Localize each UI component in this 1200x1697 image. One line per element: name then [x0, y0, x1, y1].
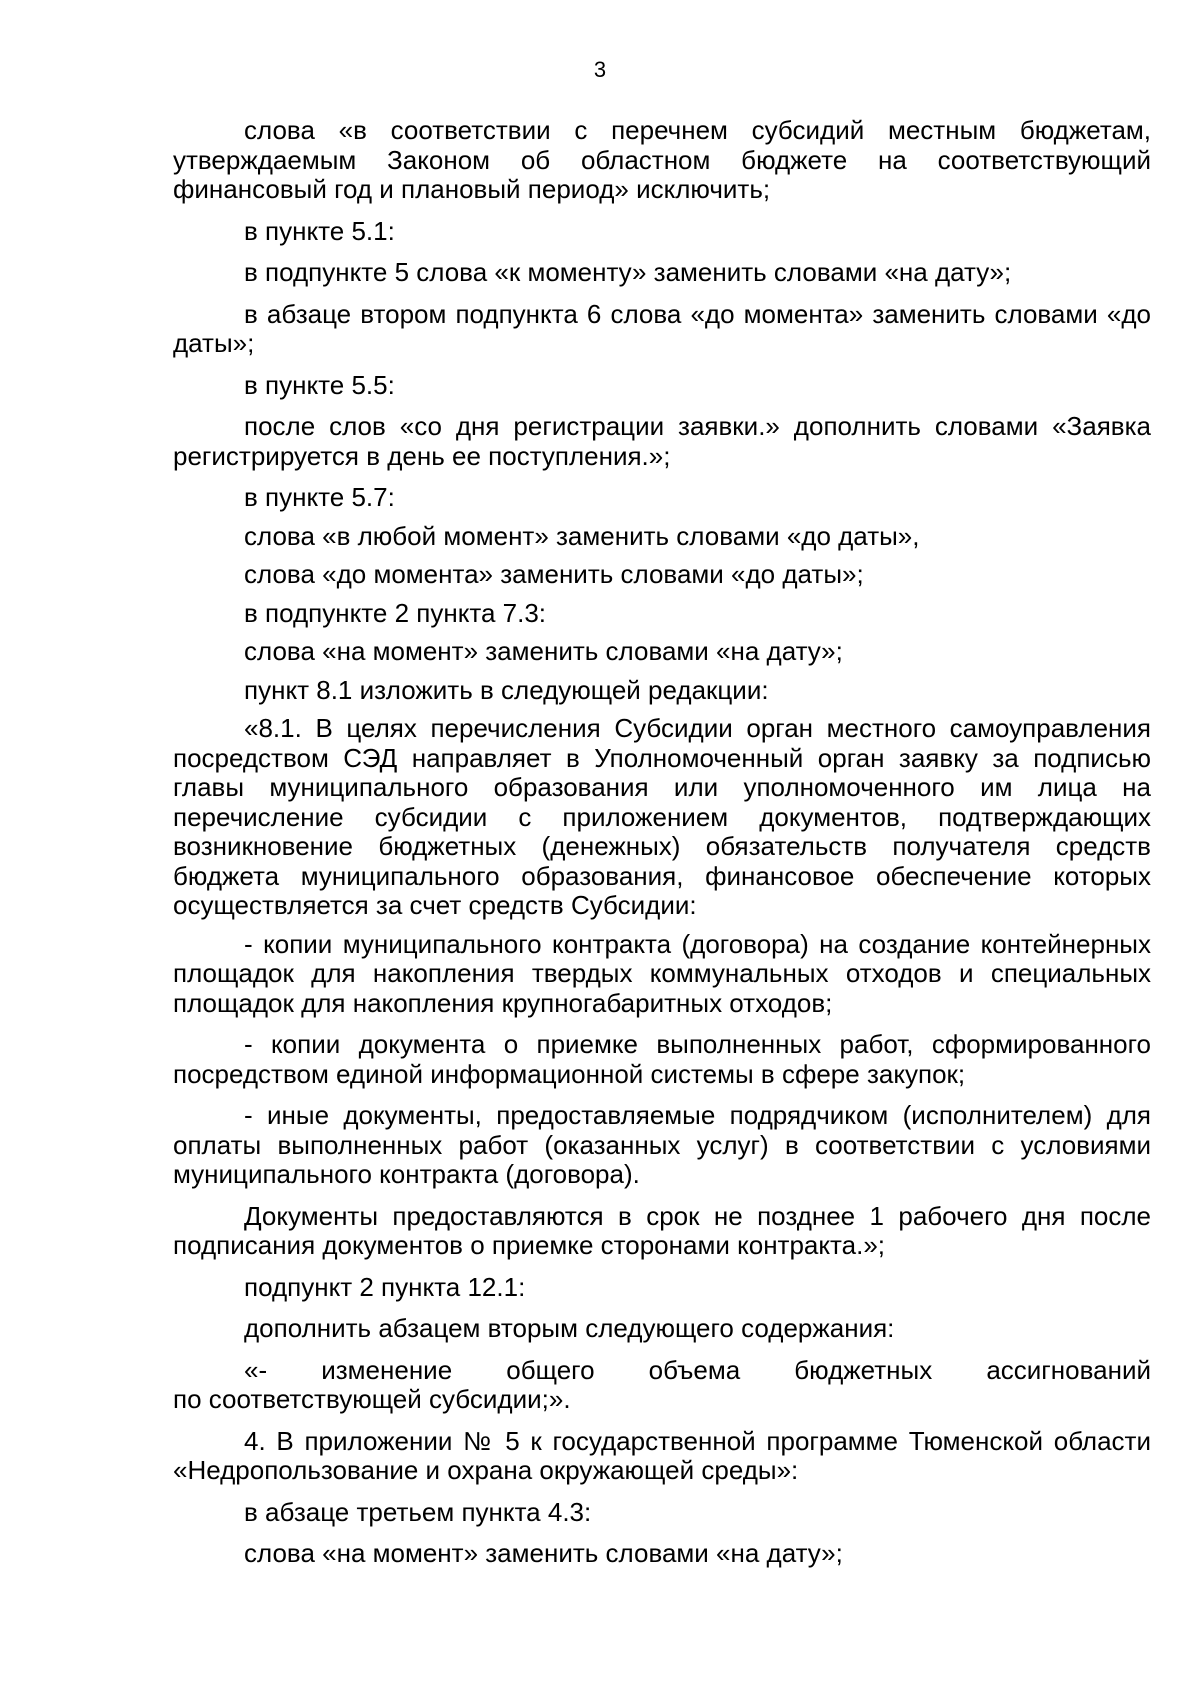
paragraph: в абзаце третьем пункта 4.3: [244, 1496, 592, 1527]
paragraph: слова «на момент» заменить словами «на дату»; [244, 1538, 843, 1568]
paragraph: в подпункте 5 слова «к моменту» заменить словами «на дату»; [244, 257, 1012, 287]
paragraph: - иные документы, предоставляемые подрядчиком (исполнителем) для оплаты выполненных работ (оказанных услуг) в соответствии с условиями муниципального контракта (договора). [173, 1100, 1151, 1189]
paragraph: Документы предоставляются в срок не позднее 1 рабочего дня после подписания документов о приемке сторонами контракта.»; [173, 1200, 1151, 1260]
paragraph: слова «в любой момент» заменить словами «до даты», [244, 520, 920, 551]
document-body [173, 116, 1151, 1569]
paragraph: подпункт 2 пункта 12.1: [244, 1271, 526, 1302]
paragraph: - копии муниципального контракта (договора) на создание контейнерных площадок для накопления твердых коммунальных отходов и специальных площадок для накопления крупногабаритных отходов; [173, 928, 1151, 1018]
paragraph: в пункте 5.7: [244, 482, 395, 512]
paragraph: слова «до момента» заменить словами «до даты»; [244, 559, 864, 589]
paragraph: в пункте 5.1: [244, 215, 395, 246]
paragraph: в пункте 5.5: [244, 369, 395, 400]
paragraph: в абзаце втором подпункта 6 слова «до момента» заменить словами «до даты»; [173, 298, 1151, 358]
page-number: 3 [593, 57, 607, 82]
paragraph: дополнить абзацем вторым следующего содержания: [244, 1313, 895, 1343]
paragraph: пункт 8.1 изложить в следующей редакции: [244, 674, 769, 705]
paragraph: после слов «со дня регистрации заявки.» дополнить словами «Заявка регистрируется в день ее поступления.»; [173, 411, 1151, 471]
paragraph: по соответствующей субсидии;». [173, 1384, 571, 1414]
paragraph: в подпункте 2 пункта 7.3: [244, 597, 547, 628]
paragraph: - копии документа о приемке выполненных работ, сформированного посредством единой информационной системы в сфере закупок; [173, 1029, 1151, 1089]
paragraph: «8.1. В целях перечисления Субсидии орган местного самоуправления посредством СЭД направляет в Уполномоченный орган заявку за подписью главы муниципального образования или уполномоченного им лица на перечисление субсидии с приложением документов, подтверждающих возникновение бюджетных (денежных) обязательств получателя средств бюджета муниципального образования, финансовое обеспечение которых осуществляется за счет средств Субсидии: [173, 713, 1151, 920]
paragraph: «- изменение общего объема бюджетных ассигнований [244, 1354, 1151, 1385]
paragraph: слова «в соответствии с перечнем субсидий местным бюджетам, утверждаемым Законом об областном бюджете на соответствующий финансовый год и плановый период» исключить; [173, 115, 1151, 204]
paragraph: 4. В приложении № 5 к государственной программе Тюменской области «Недропользование и охрана окружающей среды»: [173, 1425, 1151, 1485]
paragraph: слова «на момент» заменить словами «на дату»; [244, 636, 843, 666]
